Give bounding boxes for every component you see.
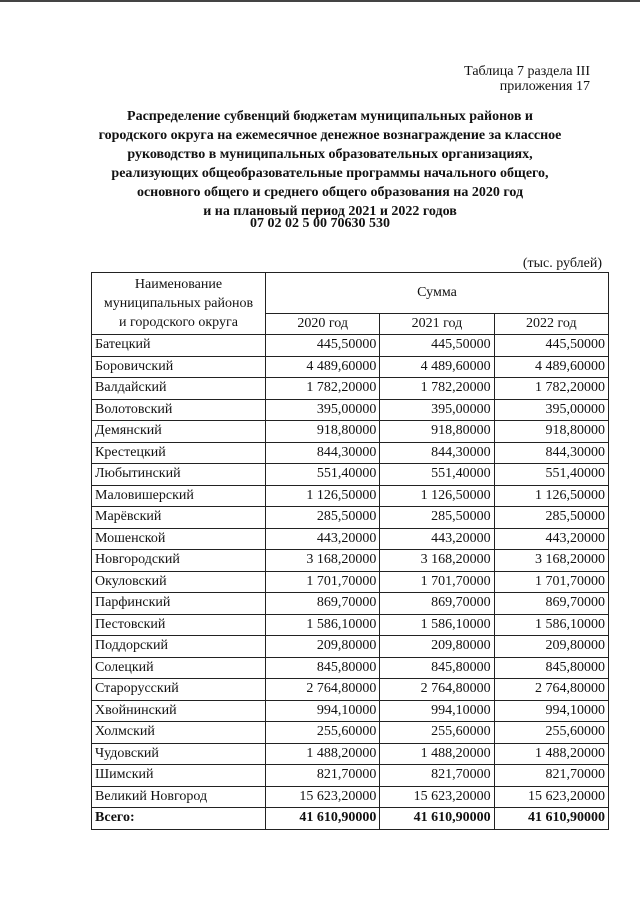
- value-2021-cell: 551,40000: [380, 464, 494, 486]
- budget-table: [91, 272, 609, 830]
- district-name-cell: Батецкий: [92, 335, 266, 357]
- value-2022-cell: 443,20000: [494, 528, 608, 550]
- value-2022-cell: 844,30000: [494, 442, 608, 464]
- value-2022-cell: 1 126,50000: [494, 485, 608, 507]
- district-name-cell: Солецкий: [92, 657, 266, 679]
- value-2020-cell: 845,80000: [265, 657, 379, 679]
- value-2022-cell: 445,50000: [494, 335, 608, 357]
- value-2021-cell: 1 586,10000: [380, 614, 494, 636]
- value-2022-cell: 994,10000: [494, 700, 608, 722]
- value-2021-cell: 285,50000: [380, 507, 494, 529]
- value-2020-cell: 395,00000: [265, 399, 379, 421]
- table-row: [92, 786, 609, 808]
- value-2021-cell: 918,80000: [380, 421, 494, 443]
- value-2020-cell: 285,50000: [265, 507, 379, 529]
- table-row: [92, 571, 609, 593]
- year-header-2020: 2020 год: [265, 314, 379, 335]
- district-name-cell: Любытинский: [92, 464, 266, 486]
- value-2021-cell: 1 126,50000: [380, 485, 494, 507]
- table-caption: [464, 64, 590, 94]
- district-name-cell: Пестовский: [92, 614, 266, 636]
- district-name-cell: Старорусский: [92, 679, 266, 701]
- value-2021-cell: 443,20000: [380, 528, 494, 550]
- value-2022-cell: 15 623,20000: [494, 786, 608, 808]
- value-2020-cell: 1 701,70000: [265, 571, 379, 593]
- district-name-cell: Всего:: [92, 808, 266, 830]
- value-2022-cell: 285,50000: [494, 507, 608, 529]
- district-name-cell: Великий Новгород: [92, 786, 266, 808]
- document-title: [70, 107, 590, 221]
- sum-column-header: Сумма: [265, 273, 608, 314]
- value-2020-cell: 41 610,90000: [265, 808, 379, 830]
- value-2022-cell: 551,40000: [494, 464, 608, 486]
- value-2021-cell: 4 489,60000: [380, 356, 494, 378]
- value-2020-cell: 2 764,80000: [265, 679, 379, 701]
- table-row: [92, 485, 609, 507]
- year-header-2022: 2022 год: [494, 314, 608, 335]
- value-2020-cell: 1 126,50000: [265, 485, 379, 507]
- value-2022-cell: 1 586,10000: [494, 614, 608, 636]
- value-2022-cell: 821,70000: [494, 765, 608, 787]
- value-2020-cell: 1 488,20000: [265, 743, 379, 765]
- value-2020-cell: 4 489,60000: [265, 356, 379, 378]
- table-row: [92, 442, 609, 464]
- value-2021-cell: 255,60000: [380, 722, 494, 744]
- value-2021-cell: 844,30000: [380, 442, 494, 464]
- table-row: [92, 765, 609, 787]
- value-2021-cell: 3 168,20000: [380, 550, 494, 572]
- district-name-cell: Хвойнинский: [92, 700, 266, 722]
- value-2020-cell: 255,60000: [265, 722, 379, 744]
- district-name-cell: Маловишерский: [92, 485, 266, 507]
- value-2022-cell: 869,70000: [494, 593, 608, 615]
- value-2020-cell: 869,70000: [265, 593, 379, 615]
- units-label: (тыс. рублей): [522, 256, 602, 271]
- title-line: городского округа на ежемесячное денежное вознаграждение за классное: [98, 128, 562, 143]
- value-2021-cell: 845,80000: [380, 657, 494, 679]
- value-2022-cell: 3 168,20000: [494, 550, 608, 572]
- value-2022-cell: 918,80000: [494, 421, 608, 443]
- value-2020-cell: 15 623,20000: [265, 786, 379, 808]
- value-2020-cell: 443,20000: [265, 528, 379, 550]
- value-2020-cell: 1 782,20000: [265, 378, 379, 400]
- scan-top-edge: [0, 0, 640, 2]
- value-2021-cell: 15 623,20000: [380, 786, 494, 808]
- district-name-cell: Демянский: [92, 421, 266, 443]
- table-row: [92, 335, 609, 357]
- district-name-cell: Марёвский: [92, 507, 266, 529]
- year-header-2021: 2021 год: [380, 314, 494, 335]
- value-2020-cell: 551,40000: [265, 464, 379, 486]
- value-2020-cell: 821,70000: [265, 765, 379, 787]
- value-2021-cell: 821,70000: [380, 765, 494, 787]
- value-2021-cell: 395,00000: [380, 399, 494, 421]
- value-2021-cell: 994,10000: [380, 700, 494, 722]
- title-line: основного общего и среднего общего образования на 2020 год: [136, 185, 524, 200]
- table-row: [92, 550, 609, 572]
- value-2022-cell: 255,60000: [494, 722, 608, 744]
- value-2021-cell: 1 488,20000: [380, 743, 494, 765]
- table-row: [92, 614, 609, 636]
- value-2021-cell: 2 764,80000: [380, 679, 494, 701]
- table-row: [92, 399, 609, 421]
- caption-line-2: приложения 17: [499, 79, 590, 94]
- value-2020-cell: 918,80000: [265, 421, 379, 443]
- district-name-cell: Крестецкий: [92, 442, 266, 464]
- district-name-cell: Парфинский: [92, 593, 266, 615]
- value-2022-cell: 395,00000: [494, 399, 608, 421]
- district-name-cell: Чудовский: [92, 743, 266, 765]
- value-2020-cell: 844,30000: [265, 442, 379, 464]
- value-2020-cell: 3 168,20000: [265, 550, 379, 572]
- value-2021-cell: 41 610,90000: [380, 808, 494, 830]
- caption-line-1: Таблица 7 раздела III: [464, 64, 590, 79]
- title-line: Распределение субвенций бюджетам муниципальных районов и: [127, 109, 533, 124]
- table-body: [92, 335, 609, 830]
- district-name-cell: Холмский: [92, 722, 266, 744]
- value-2021-cell: 445,50000: [380, 335, 494, 357]
- district-name-cell: Поддорский: [92, 636, 266, 658]
- table-row: [92, 722, 609, 744]
- value-2022-cell: 4 489,60000: [494, 356, 608, 378]
- table-row: [92, 421, 609, 443]
- value-2020-cell: 994,10000: [265, 700, 379, 722]
- district-name-cell: Боровичский: [92, 356, 266, 378]
- title-line: реализующих общеобразовательные программы начального общего,: [111, 166, 549, 181]
- district-name-cell: Новгородский: [92, 550, 266, 572]
- value-2022-cell: 845,80000: [494, 657, 608, 679]
- name-header-line: Наименование: [134, 277, 223, 292]
- district-name-cell: Волотовский: [92, 399, 266, 421]
- district-name-cell: Окуловский: [92, 571, 266, 593]
- table-row: [92, 657, 609, 679]
- value-2020-cell: 209,80000: [265, 636, 379, 658]
- table-row: [92, 378, 609, 400]
- table-row: [92, 743, 609, 765]
- total-row: [92, 808, 609, 830]
- district-name-cell: Валдайский: [92, 378, 266, 400]
- value-2021-cell: 869,70000: [380, 593, 494, 615]
- header-row: [92, 273, 609, 314]
- value-2020-cell: 445,50000: [265, 335, 379, 357]
- value-2022-cell: 2 764,80000: [494, 679, 608, 701]
- value-2020-cell: 1 586,10000: [265, 614, 379, 636]
- value-2022-cell: 209,80000: [494, 636, 608, 658]
- table-row: [92, 356, 609, 378]
- title-line: руководство в муниципальных образовательных организациях,: [127, 147, 533, 162]
- district-name-cell: Шимский: [92, 765, 266, 787]
- name-column-header: [92, 273, 266, 335]
- name-header-line: и городского округа: [119, 315, 238, 330]
- value-2022-cell: 1 782,20000: [494, 378, 608, 400]
- table-row: [92, 464, 609, 486]
- table-row: [92, 636, 609, 658]
- table-row: [92, 528, 609, 550]
- table-row: [92, 593, 609, 615]
- table-row: [92, 679, 609, 701]
- value-2022-cell: 1 488,20000: [494, 743, 608, 765]
- value-2022-cell: 1 701,70000: [494, 571, 608, 593]
- budget-code: 07 02 02 5 00 70630 530: [250, 216, 390, 231]
- district-name-cell: Мошенской: [92, 528, 266, 550]
- table-row: [92, 700, 609, 722]
- value-2021-cell: 1 782,20000: [380, 378, 494, 400]
- title-line: и на плановый период 2021 и 2022 годов: [203, 204, 457, 219]
- name-header-line: муниципальных районов: [103, 296, 254, 311]
- value-2022-cell: 41 610,90000: [494, 808, 608, 830]
- value-2021-cell: 1 701,70000: [380, 571, 494, 593]
- value-2021-cell: 209,80000: [380, 636, 494, 658]
- table-row: [92, 507, 609, 529]
